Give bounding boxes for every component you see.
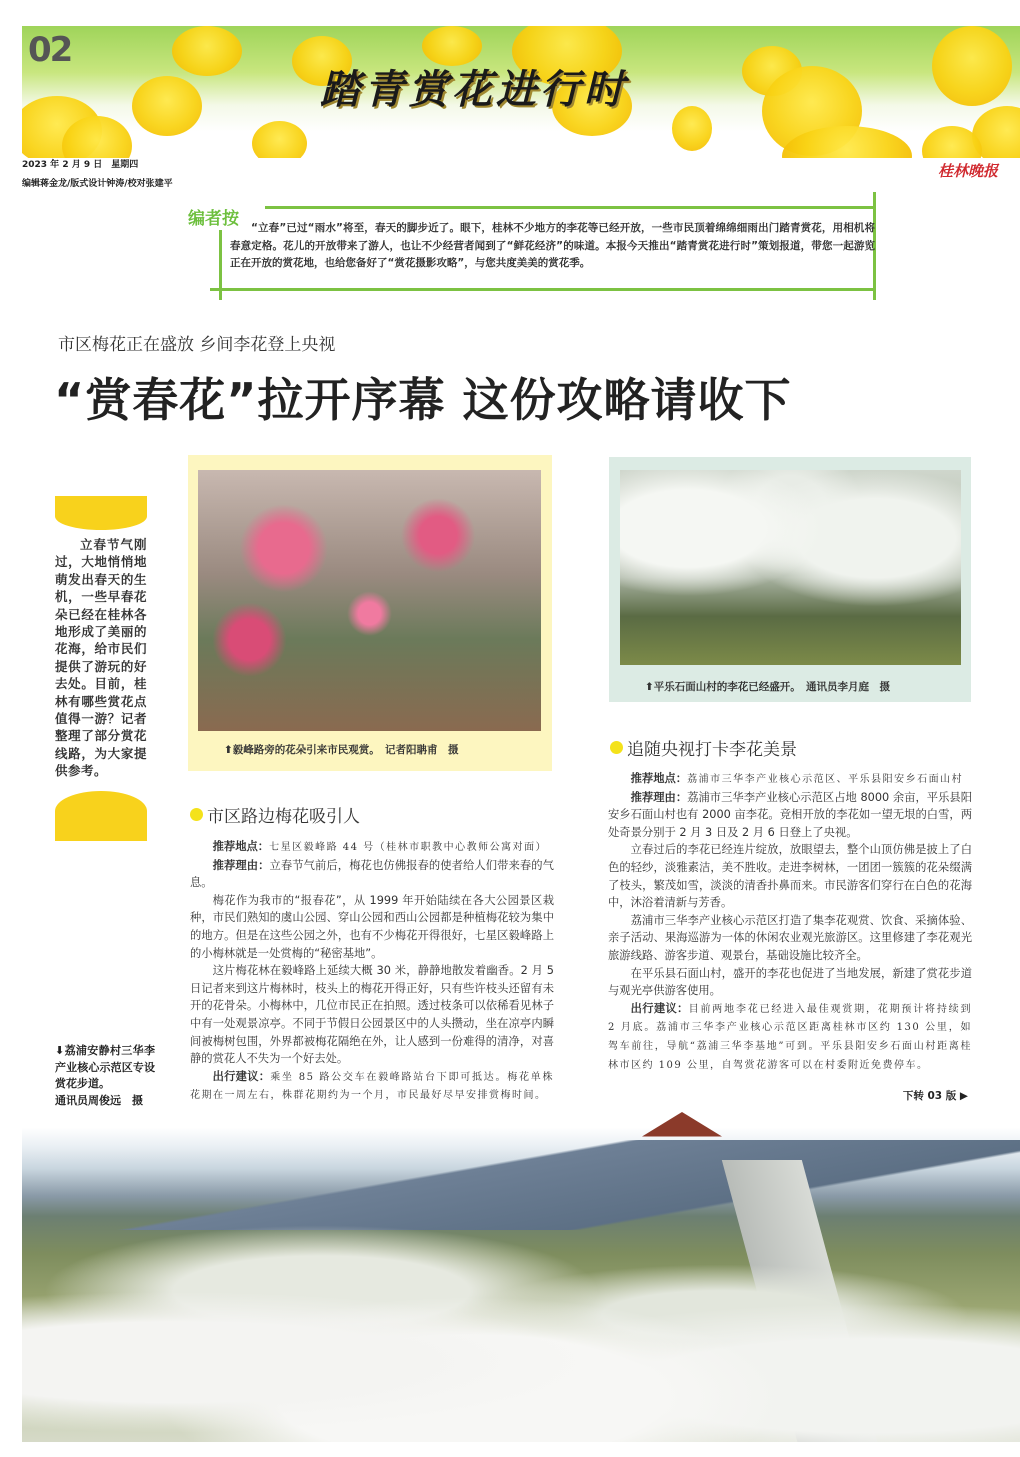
photo-caption: ⬆平乐石面山村的李花已经盛开。 通讯员李月庭 摄 — [645, 681, 891, 693]
newspaper-logo: 桂林晚报 — [938, 162, 999, 180]
caption-text: ⬇荔浦安静村三华李产业核心示范区专设赏花步道。 — [55, 1044, 155, 1090]
section-heading-text: 追随央视打卡李花美景 — [627, 740, 797, 760]
orchard-hillside-photo — [22, 1100, 1020, 1442]
tip-text: 乘坐 85 路公交车在毅峰路站台下即可抵达。梅花单株花期在一周左右，株群花期约为一个月，市民最好尽早安排赏梅时间。 — [190, 1071, 554, 1102]
photo-caption: ⬆毅峰路旁的花朵引来市民观赏。 记者阳聃甫 摄 — [224, 744, 459, 756]
label: 推荐理由： — [212, 858, 270, 872]
subheadline: 市区梅花正在盛放 乡间李花登上央视 — [58, 335, 336, 355]
page-number: 02 — [28, 30, 72, 70]
label: 推荐地点： — [212, 840, 270, 853]
divider — [265, 206, 875, 209]
label: 推荐理由： — [630, 790, 688, 804]
bullet-dot-icon — [190, 808, 203, 821]
plum-blossom-photo — [198, 470, 541, 731]
section-heading-right — [610, 735, 797, 760]
column-title: 踏青赏花进行时 — [320, 66, 628, 113]
caption-credit: 通讯员周俊远 摄 — [55, 1093, 143, 1107]
editor-note-label: 编者按 — [188, 209, 239, 229]
decorative-bracket — [55, 496, 147, 530]
bottom-photo-caption — [55, 1043, 155, 1109]
place-text: 荔浦市三华李产业核心示范区、平乐县阳安乡石面山村 — [687, 774, 964, 785]
paragraph: 这片梅花林在毅峰路上延续大概 30 米，静静地散发着幽香。2 月 5 日记者来到这片梅林时，枝头上的梅花开得正好，只有些许枝头还留有未开的花骨朵。小梅林中，几位市民正在拍照。透过枝条可以依稀看见林子中有一处观景凉亭。不同于节假日公园景区中的人头攒动，坐在凉亭内瞬间被梅树包围，外界都被梅花隔绝在外，让人感到一份难得的清净，对喜静的赏花人不失为一个好去处。 — [190, 964, 554, 1066]
article-body-right — [608, 770, 972, 1074]
issue-date: 2023 年 2 月 9 日 星期四 — [22, 160, 139, 170]
label: 推荐地点： — [630, 772, 688, 785]
article-body-left — [190, 838, 554, 1105]
reason-text: 立春节气前后，梅花也仿佛报春的使者给人们带来春的气息。 — [190, 858, 554, 890]
divider — [210, 288, 875, 291]
paragraph: 荔浦市三华李产业核心示范区打造了集李花观赏、饮食、采摘体验、亲子活动、果海巡游为一体的休闲农业观光旅游区。这里修建了李花观光旅游线路、游客步道、观景台，基础设施比较齐全。 — [608, 913, 972, 962]
photo-box-plum — [188, 455, 552, 771]
paragraph: 梅花作为我市的“报春花”，从 1999 年开始陆续在各大公园景区栽种，市民们熟知的虞山公园、穿山公园和西山公园都是种植梅花较为集中的地方。但是在这些公园之外，也有不少梅花开得很好，七星区毅峰路上的小梅林就是一处赏梅的“秘密基地”。 — [190, 893, 554, 960]
divider — [219, 230, 222, 300]
label: 出行建议： — [212, 1069, 271, 1083]
photo-box-plum-white — [609, 457, 971, 702]
label: 出行建议： — [630, 1001, 689, 1015]
decorative-bracket — [55, 791, 147, 841]
section-heading-text: 市区路边梅花吸引人 — [207, 807, 360, 827]
continued-on-page[interactable]: 下转 03 版 ▶ — [902, 1090, 968, 1102]
paragraph: 在平乐县石面山村，盛开的李花也促进了当地发展，新建了赏花步道与观光亭供游客使用。 — [608, 966, 972, 998]
headline: “赏春花”拉开序幕 这份攻略请收下 — [54, 373, 792, 427]
place-text: 七星区毅峰路 44 号（桂林市职教中心教师公寓对面） — [269, 842, 548, 853]
section-heading-left — [190, 802, 360, 827]
staff-credits: 编辑蒋金龙/版式设计钟涛/校对张建平 — [22, 179, 173, 189]
intro-sidebar — [55, 496, 147, 841]
paragraph: 立春过后的李花已经连片绽放，放眼望去，整个山顶仿佛是披上了白色的轻纱，淡雅素洁，美不胜收。走进李树林，一团团一簇簇的花朵缀满了枝头，繁茂如雪，淡淡的清香扑鼻而来。市民游客们穿行在白色的花海中，沐浴着清新与芳香。 — [608, 843, 972, 910]
reason-text: 荔浦市三华李产业核心示范区占地 8000 余亩，平乐县阳安乡石面山村也有 2000 亩李花。竞相开放的李花如一望无垠的白雪，两处奇景分别于 2 月 3 日及 2 月 6 日登上了央视。 — [608, 790, 972, 839]
editor-note-text: “立春”已过“雨水”将至，春天的脚步近了。眼下，桂林不少地方的李花等已经开放，一些市民顶着绵绵细雨出门踏青赏花，用相机将春意定格。花儿的开放带来了游人，也让不少经营者闻到了“鲜花经济”的味道。本报今天推出“踏青赏花进行时”策划报道，带您一起游览正在开放的赏花地，也给您备好了“赏花摄影攻略”，与您共度美美的赏花季。 — [230, 222, 875, 269]
bullet-dot-icon — [610, 741, 623, 754]
tip-text: 目前两地李花已经进入最佳观赏期，花期预计将持续到 2 月底。荔浦市三华李产业核心示范区距离桂林市区约 130 公里，如驾车前往，导航“荔浦三华李基地”可到。平乐县阳安乡石面山村距离桂林市区约 109 公里，自驾赏花游客可以在村委附近免费停车。 — [608, 1003, 972, 1071]
white-plum-photo — [620, 470, 961, 665]
intro-text: 立春节气刚过，大地悄悄地萌发出春天的生机，一些早春花朵已经在桂林各地形成了美丽的花海，给市民们提供了游玩的好去处。目前，桂林有哪些赏花点值得一游？记者整理了部分赏花线路，为大家提供参考。 — [55, 537, 147, 779]
